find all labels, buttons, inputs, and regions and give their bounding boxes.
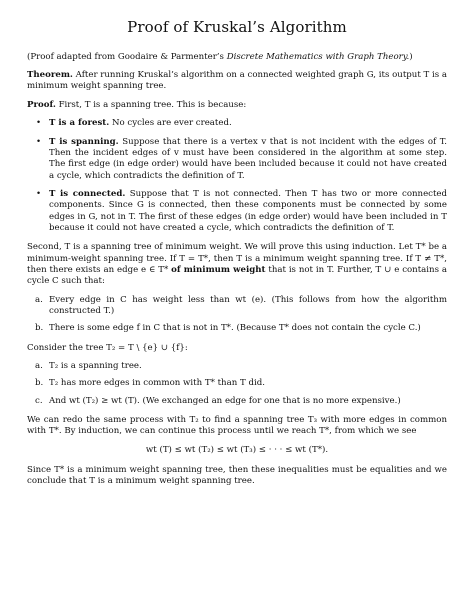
theorem-label: Theorem. bbox=[27, 70, 73, 81]
bullet-item-connected bbox=[27, 189, 447, 234]
document-page bbox=[27, 18, 447, 495]
bullet-head: T is connected. bbox=[49, 188, 126, 199]
consider-tree-line: Consider the tree T₂ = T \ {e} ∪ {f}: bbox=[27, 342, 188, 353]
list-item bbox=[27, 361, 447, 372]
conclusion-paragraph: Since T* is a minimum weight spanning tree, then these inequalities must be equalities and we conclude that T is a minimum weight spanning tree. bbox=[27, 465, 447, 487]
proof-intro-text: First, T is a spanning tree. This is because: bbox=[58, 99, 247, 110]
source-suffix: ) bbox=[409, 51, 413, 62]
bullet-head: T is a forest. bbox=[49, 118, 110, 129]
list-label: a. bbox=[35, 361, 43, 372]
paragraph-text: Second, T is a spanning tree of minimum weight. We will prove this using induction. Let T* be a minimum-weight spanning tree. If T = T*, then T is a minimum weight spanning tree. If T ≠ T*, then there exists an edge e ∈ T* bbox=[27, 242, 447, 275]
bullet-text: Suppose that there is a vertex v that is not incident with the edges of T. Then the incident edges of v must have been considered in the algorithm at some step. The first edge (in edge order) would have been included because it could not have created a cycle, which contradicts the definition of T. bbox=[49, 136, 447, 181]
minimum-weight-paragraph bbox=[27, 242, 447, 287]
list-label: b. bbox=[35, 323, 44, 334]
list-label: c. bbox=[35, 395, 43, 406]
list-item bbox=[27, 396, 447, 407]
paragraph-emphasis: of minimum weight bbox=[171, 264, 266, 275]
list-label: a. bbox=[35, 294, 43, 305]
bullet-list bbox=[27, 118, 447, 234]
list-text: T₂ has more edges in common with T* than T did. bbox=[49, 378, 265, 389]
bullet-item-spanning bbox=[27, 137, 447, 182]
list-text: There is some edge f in C that is not in T*. (Because T* does not contain the cycle C.) bbox=[49, 323, 421, 334]
inequality-display: wt (T) ≤ wt (T₂) ≤ wt (T₃) ≤ · · · ≤ wt (T*). bbox=[145, 444, 329, 455]
list-item bbox=[27, 378, 447, 389]
list-text: T₂ is a spanning tree. bbox=[49, 361, 142, 372]
source-note bbox=[27, 52, 447, 63]
theorem-statement bbox=[27, 70, 447, 93]
bullet-icon: • bbox=[36, 136, 42, 147]
list-item bbox=[27, 295, 447, 318]
bullet-text: No cycles are ever created. bbox=[112, 118, 232, 129]
theorem-text: After running Kruskal’s algorithm on a connected weighted graph G, its output T is a minimum weight spanning tree. bbox=[27, 70, 447, 92]
list-item bbox=[27, 323, 447, 334]
tree-properties-list bbox=[27, 361, 447, 407]
bullet-icon: • bbox=[36, 188, 42, 199]
bullet-head: T is spanning. bbox=[49, 136, 119, 147]
source-book: Discrete Mathematics with Graph Theory. bbox=[226, 51, 410, 62]
list-text: Every edge in C has weight less than wt (e). (This follows from how the algorithm constructed T.) bbox=[49, 294, 447, 316]
list-label: b. bbox=[35, 378, 44, 389]
bullet-text: Suppose that T is not connected. Then T has two or more connected components. Since G is connected, then these components must be connected by some edges in G, not in T. The first of these edges (in edge order) would have been included in T because it could not have created a cycle, which contradicts the definition of T. bbox=[49, 188, 448, 233]
proof-label: Proof. bbox=[27, 99, 56, 110]
source-prefix: (Proof adapted from Goodaire & Parmenter’s bbox=[27, 51, 227, 62]
list-text: And wt (T₂) ≥ wt (T). (We exchanged an edge for one that is no more expensive.) bbox=[49, 395, 401, 406]
bullet-icon: • bbox=[36, 118, 42, 129]
paragraph-text: that is not in T. Further, T ∪ e contains a cycle C such that: bbox=[27, 264, 447, 287]
cycle-properties-list bbox=[27, 295, 447, 335]
proof-intro bbox=[27, 100, 447, 111]
page-title: Proof of Kruskal’s Algorithm bbox=[127, 18, 347, 36]
bullet-item-forest bbox=[27, 118, 447, 129]
induction-paragraph: We can redo the same process with T₂ to find a spanning tree T₃ with more edges in common with T*. By induction, we can continue this process until we reach T*, from which we see bbox=[27, 415, 447, 437]
